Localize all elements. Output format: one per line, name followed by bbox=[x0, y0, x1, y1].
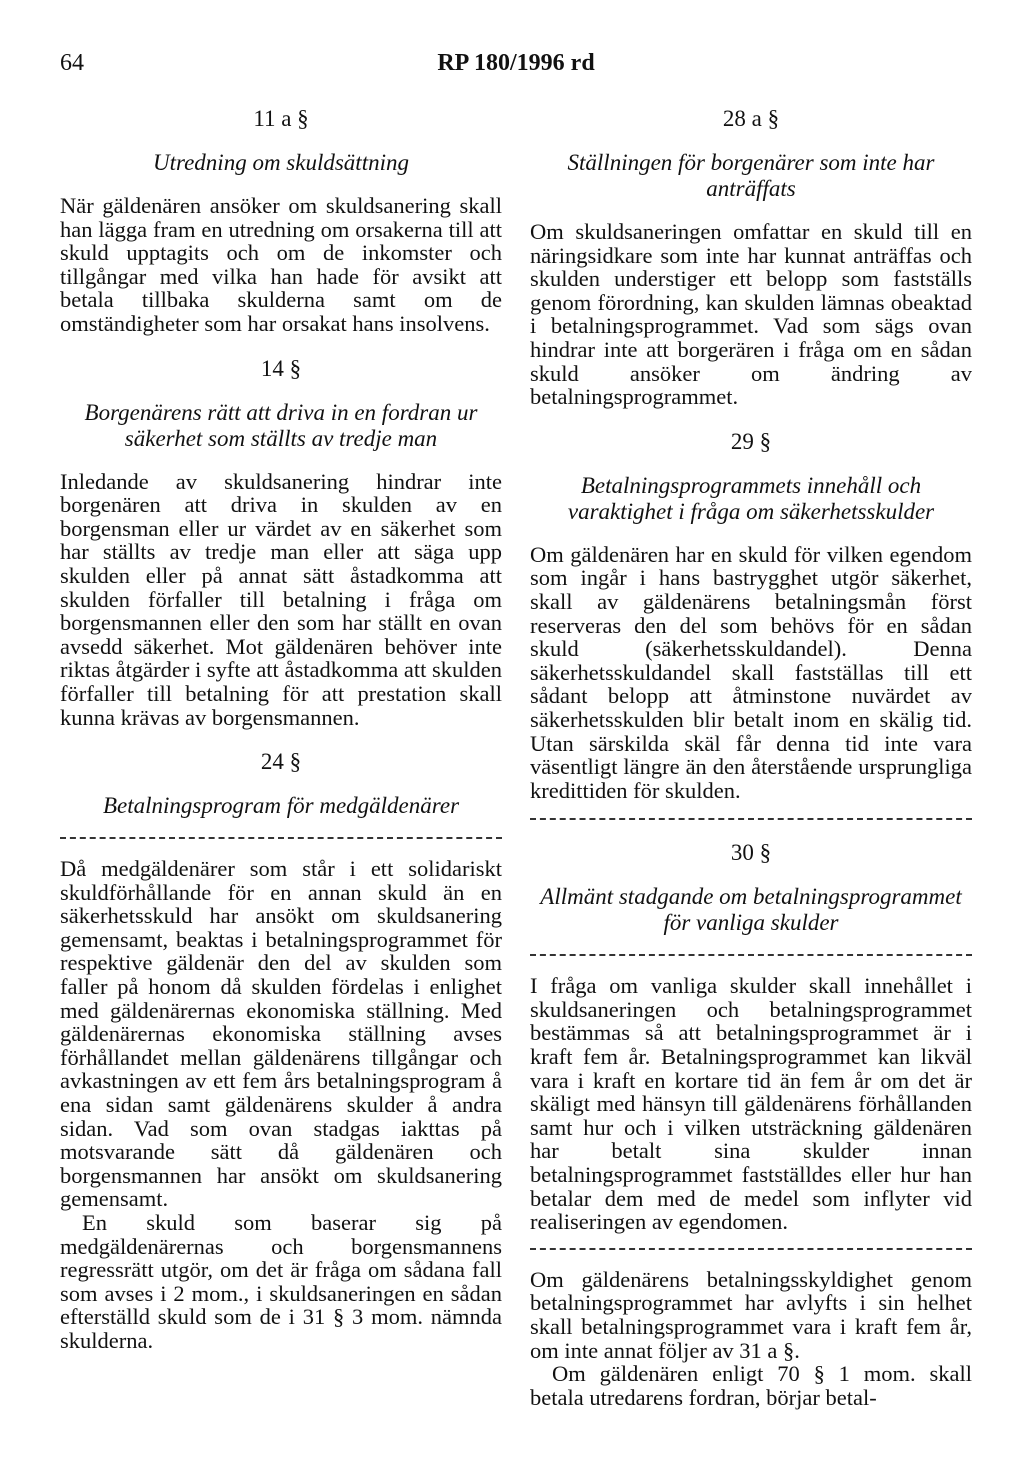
section-30-paragraph-3: Om gäldenären enligt 70 § 1 mom. skall betala utredarens fordran, börjar betal- bbox=[530, 1361, 972, 1410]
section-24-heading: 24 § bbox=[260, 749, 302, 775]
section-24-paragraph-1: Då medgäldenärer som står i ett solidariskt skuldförhållande för en annan skuld än en säkerhetsskuld har ansökt om skuldsanering gemensamt, beaktas i betalningsprogrammet för respektive gäldenär den del av skulden som faller på honom då skulden fördelas i enlighet med gäldenärernas ekonomiska ställning. Med gäldenärernas ekonomiska ställning avses förhållandet mellan gäldenärens tillgångar och avkastningen av ett fem års betalningsprogram å ena sidan samt gäldenärens skulder å andra sidan. Vad som ovan stadgas iakttas på motsvarande sätt då gäldenären och borgensmannen har ansökt om skuldsanering gemensamt. bbox=[60, 856, 502, 1212]
section-29-title: Betalningsprogrammets innehåll och varaktighet i fråga om säkerhetsskulder bbox=[567, 472, 935, 524]
section-29-paragraph: Om gäldenären har en skuld för vilken egendom som ingår i hans bastrygghet utgör säkerhet, skall av gäldenärens betalningsmån först reserveras den del som behövs för en sådan skuld (säkerhetsskuldandel). Denna säkerhetsskuldandel skall fastställas till ett sådant belopp att åtminstone nuvärdet av säkerhetsskulden blir betalt inom en skälig tid. Utan särskilda skäl får denna tid inte vara väsentligt längre än den återstående ursprungliga kredittiden för skulden. bbox=[530, 541, 972, 803]
section-24-title: Betalningsprogram för medgäldenärer bbox=[102, 793, 460, 819]
omission-rule bbox=[530, 1248, 972, 1250]
page-header bbox=[60, 50, 972, 86]
omission-rule bbox=[530, 818, 972, 820]
section-30-paragraph-2: Om gäldenärens betalningsskyldighet genom betalningsprogrammet har avlyfts i sin helhet skall betalningsprogrammet vara i kraft fem år, om inte annat följer av 31 a §. bbox=[530, 1266, 972, 1363]
left-column bbox=[60, 104, 502, 1353]
section-14-paragraph: Inledande av skuldsanering hindrar inte borgenären att driva in skulden av en borgensman eller ur värdet av en säkerhet som har ställts av tredje man eller att säga upp skulden eller på annat sätt åstadkomma att skulden förfaller till betalning i fråga om borgensmannen eller den som har ställt en ovan avsedd säkerhet. Mot gäldenären behöver inte riktas åtgärder i syfte att åstadkomma att skulden förfaller till betalning för att prestation skall kunna krävas av borgensmannen. bbox=[60, 468, 502, 730]
section-11a-title: Utredning om skuldsättning bbox=[153, 150, 409, 175]
section-24-paragraph-2: En skuld som baserar sig på medgäldenärernas och borgensmannens regressrätt utgör, om det är fråga om sådana fall som avses i 2 mom., i skuldsaneringen en sådan efterställd skuld som de i 31 § 3 mom. nämnda skulderna. bbox=[60, 1210, 502, 1353]
section-11a-paragraph: När gäldenären ansöker om skuldsanering skall han lägga fram en utredning om orsakerna till att skuld upptagits och om de inkomster och tillgångar med vilka han hade för avsikt att betala tillbaka skulderna samt om de omständigheter som har orsakat hans insolvens. bbox=[60, 193, 502, 336]
page-number: 64 bbox=[60, 50, 84, 76]
section-29-heading: 29 § bbox=[730, 428, 772, 454]
section-30-paragraph-1: I fråga om vanliga skulder skall innehållet i skuldsaneringen och betalningsprogrammet bestämmas så att betalningsprogrammet är i kraft fem år. Betalningsprogrammet kan likväl vara i kraft en kortare tid än fem år om det är skäligt med hänsyn till gäldenärens förhållanden samt hur och i vilken utsträckning gäldenären har betalt sina skulder innan betalningsprogrammet fastställdes eller hur han betalar dem med de medel som inflyter vid realiseringen av egendomen. bbox=[530, 973, 972, 1235]
right-column bbox=[530, 104, 972, 1409]
document-id: RP 180/1996 rd bbox=[437, 50, 595, 76]
section-11a-heading: 11 a § bbox=[253, 106, 309, 131]
section-30-heading: 30 § bbox=[730, 840, 772, 866]
section-28a-heading: 28 a § bbox=[722, 106, 780, 131]
omission-rule bbox=[530, 954, 972, 956]
section-14-title: Borgenärens rätt att driva in en fordran ur säkerhet som ställts av tredje man bbox=[84, 399, 478, 451]
section-28a-title: Ställningen för borgenärer som inte har anträffats bbox=[567, 150, 935, 201]
section-14-heading: 14 § bbox=[260, 355, 302, 381]
omission-rule bbox=[60, 837, 502, 839]
section-28a-paragraph: Om skuldsaneringen omfattar en skuld till en näringsidkare som inte har kunnat anträffas och skulden understiger ett belopp som fastställs genom förordning, kan skulden lämnas obeaktad i betalningsprogrammet. Vad som sägs ovan hindrar inte att borgerären i fråga om en sådan skuld ansöker om ändring av betalningsprogrammet. bbox=[530, 219, 972, 410]
section-30-title: Allmänt stadgande om betalningsprogrammet för vanliga skulder bbox=[540, 884, 962, 936]
